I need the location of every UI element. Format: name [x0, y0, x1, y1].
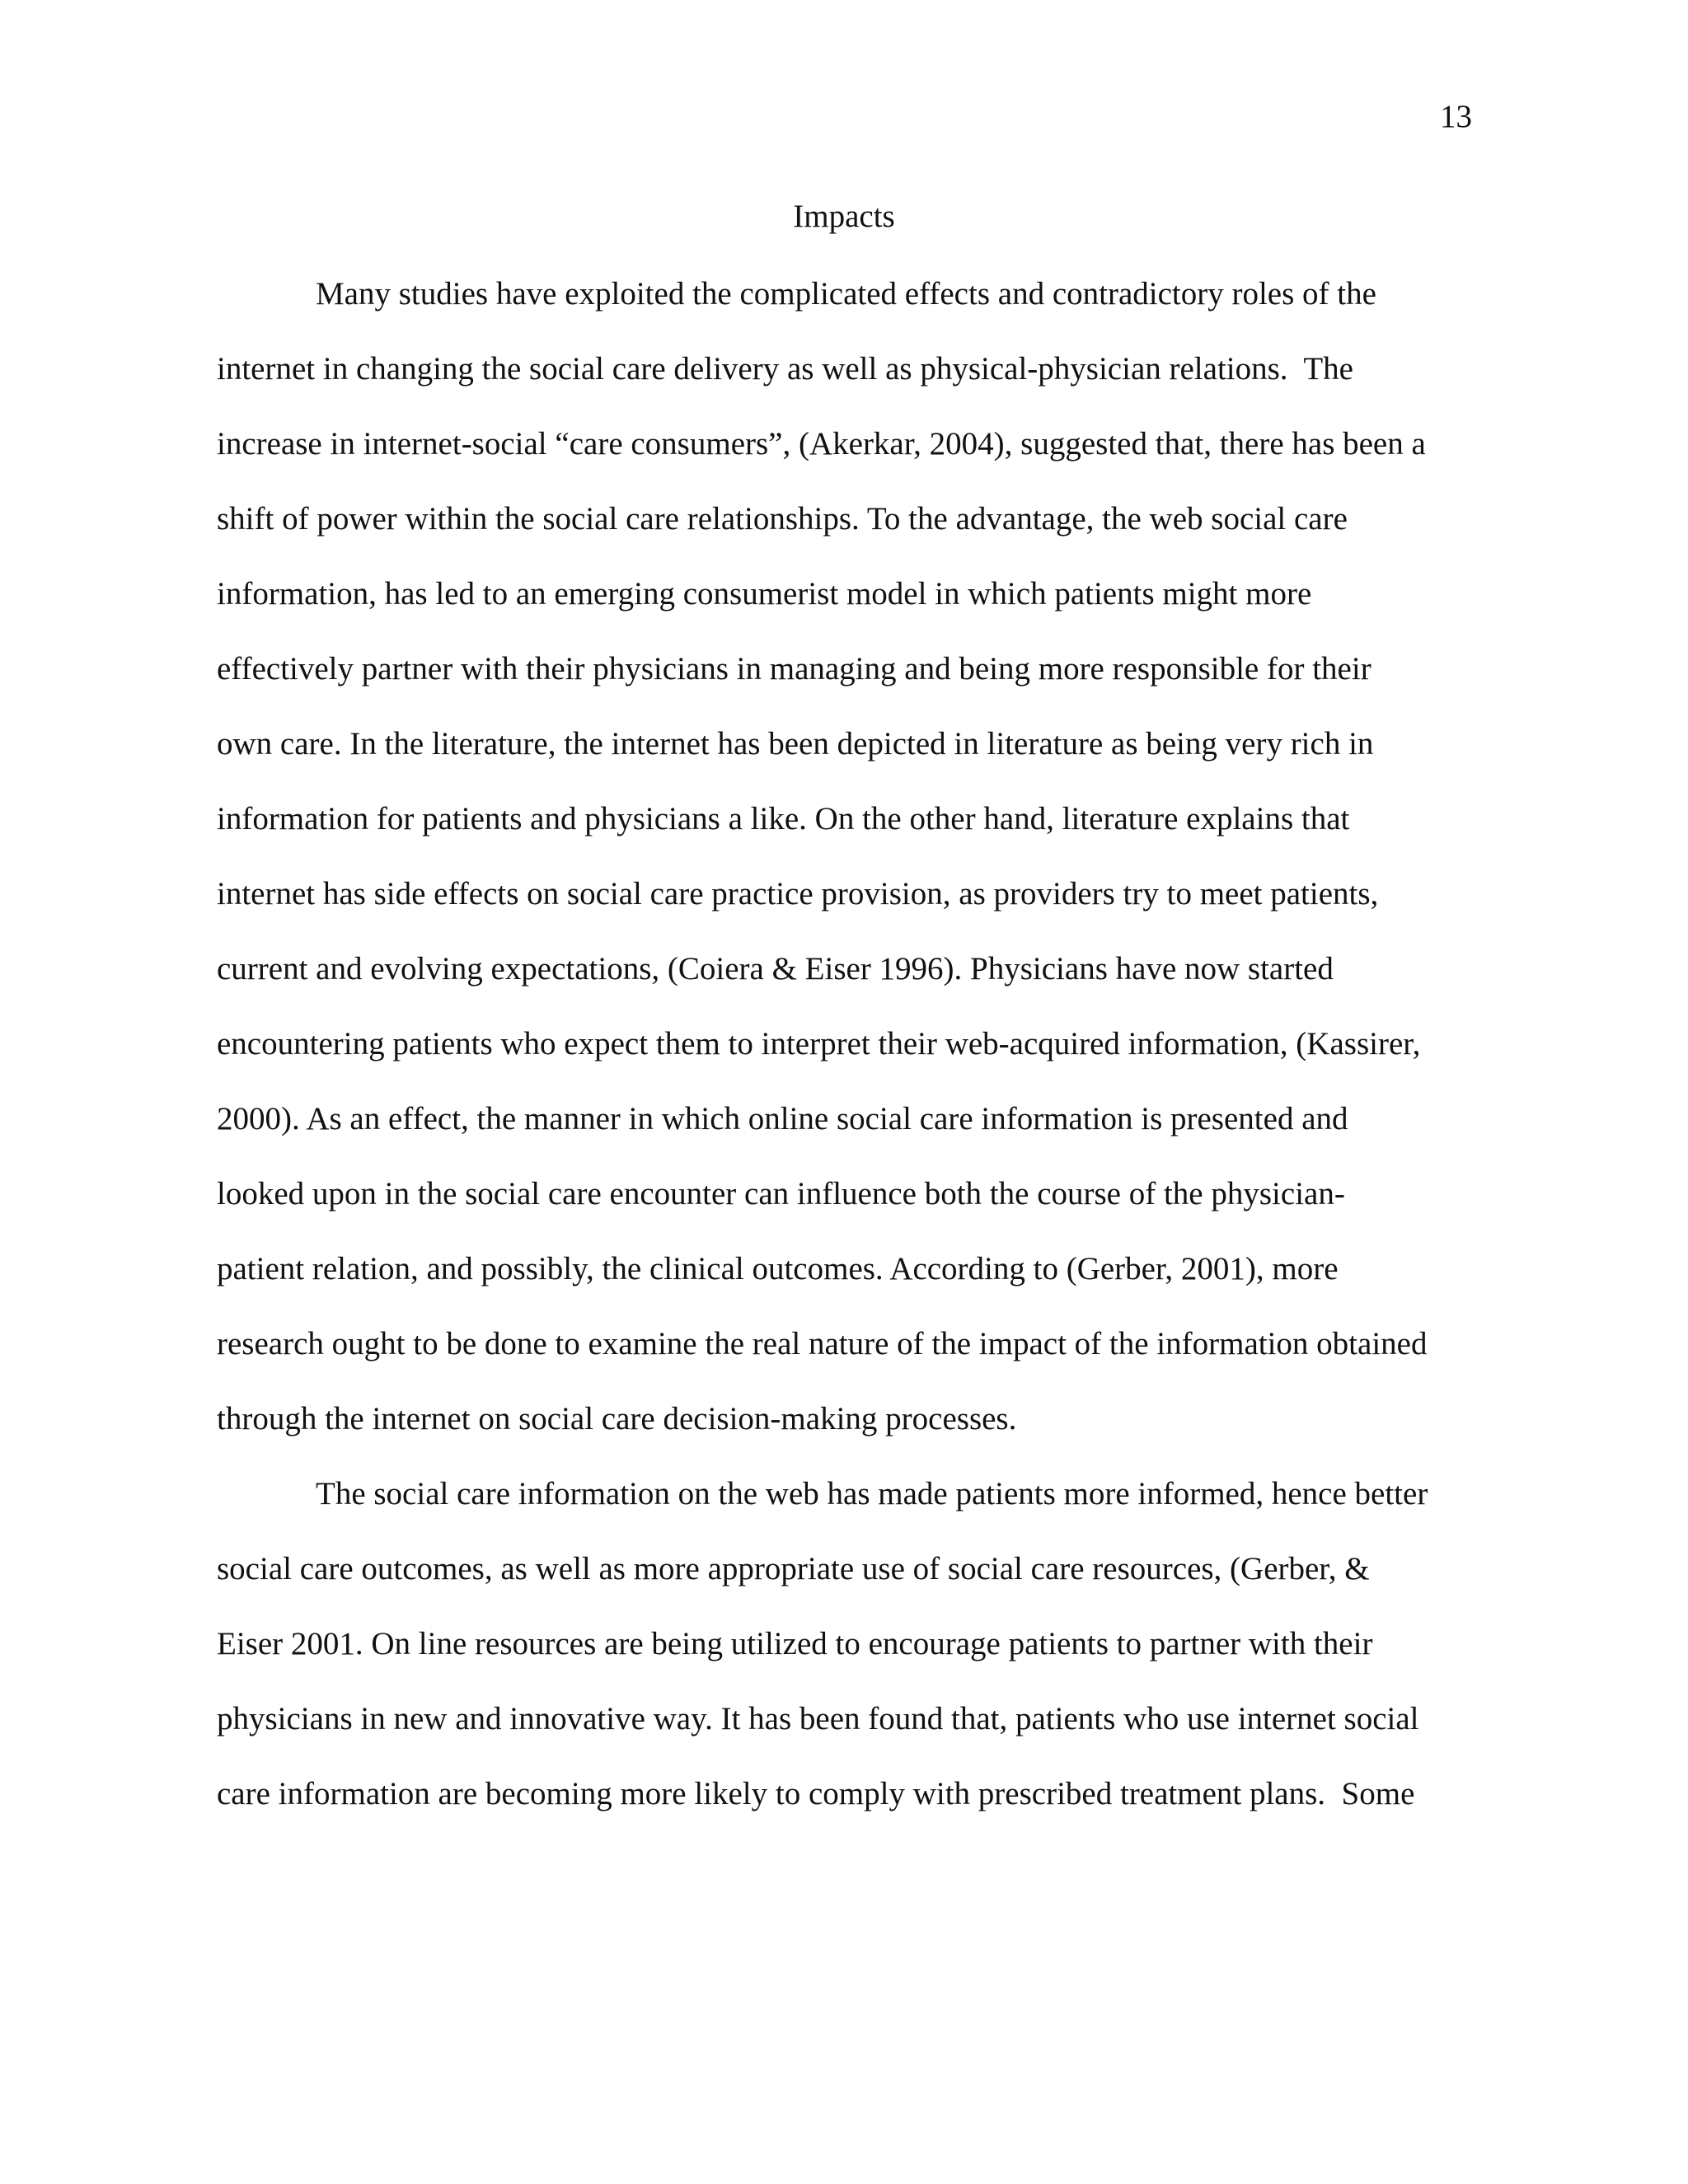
body-line: Many studies have exploited the complicated effects and contradictory roles of the [316, 276, 1376, 312]
body-line: information for patients and physicians a like. On the other hand, literature explains that [217, 801, 1350, 837]
body-line: 2000). As an effect, the manner in which online social care information is presented and [217, 1101, 1348, 1137]
body-line: internet in changing the social care delivery as well as physical-physician relations. The [217, 351, 1353, 387]
body-line: care information are becoming more likely to comply with prescribed treatment plans. Some [217, 1776, 1415, 1811]
body-line: encountering patients who expect them to interpret their web-acquired information, (Kassirer, [217, 1026, 1421, 1062]
body-line: through the internet on social care decision-making processes. [217, 1401, 1017, 1436]
body-line: physicians in new and innovative way. It has been found that, patients who use internet social [217, 1701, 1419, 1736]
body-line: increase in internet-social “care consumers”, (Akerkar, 2004), suggested that, there has been a [217, 426, 1426, 462]
body-line: shift of power within the social care relationships. To the advantage, the web social care [217, 501, 1348, 537]
body-line: information, has led to an emerging consumerist model in which patients might more [217, 576, 1312, 612]
page-number: 13 [1440, 99, 1472, 134]
body-line: looked upon in the social care encounter can influence both the course of the physician- [217, 1176, 1345, 1212]
body-line: The social care information on the web has made patients more informed, hence better [316, 1476, 1428, 1511]
body-line: social care outcomes, as well as more appropriate use of social care resources, (Gerber, & [217, 1551, 1370, 1586]
section-heading: Impacts [793, 199, 895, 234]
body-line: effectively partner with their physicians in managing and being more responsible for their [217, 651, 1372, 687]
body-line: Eiser 2001. On line resources are being utilized to encourage patients to partner with their [217, 1626, 1373, 1661]
body-line: research ought to be done to examine the real nature of the impact of the information obtained [217, 1326, 1428, 1361]
body-line: current and evolving expectations, (Coiera & Eiser 1996). Physicians have now started [217, 951, 1334, 987]
body-line: patient relation, and possibly, the clinical outcomes. According to (Gerber, 2001), more [217, 1251, 1339, 1286]
body-line: internet has side effects on social care practice provision, as providers try to meet patients, [217, 876, 1379, 912]
body-line: own care. In the literature, the internet has been depicted in literature as being very rich in [217, 726, 1374, 762]
